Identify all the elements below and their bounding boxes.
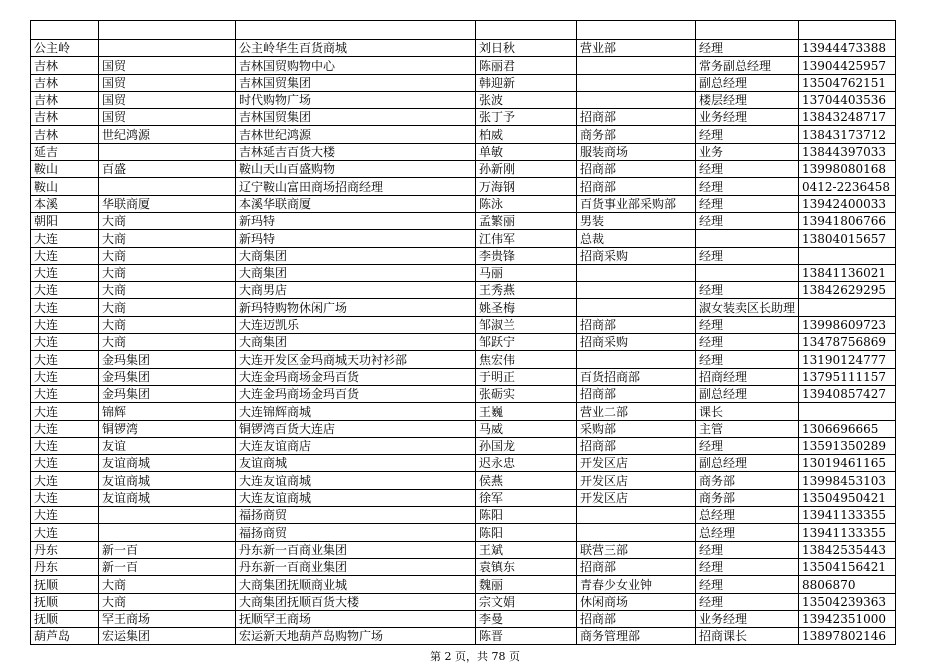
group-cell xyxy=(99,40,236,57)
table-row xyxy=(31,247,896,264)
contact-name-cell: 姚圣梅 xyxy=(476,299,577,316)
group-cell: 大商 xyxy=(99,593,236,610)
title-cell: 淑女装卖区长助理 xyxy=(696,299,799,316)
group-cell: 友谊商城 xyxy=(99,489,236,506)
table-row xyxy=(31,541,896,558)
department-cell: 招商部 xyxy=(577,558,696,575)
store-cell: 大商男店 xyxy=(236,282,476,299)
table-row xyxy=(31,420,896,437)
contact-name-cell: 张波 xyxy=(476,91,577,108)
contact-name-cell: 袁镇东 xyxy=(476,558,577,575)
table-row xyxy=(31,507,896,524)
phone-cell: 13504239363 xyxy=(799,593,896,610)
city-cell: 公主岭 xyxy=(31,40,99,57)
store-cell: 本溪华联商厦 xyxy=(236,195,476,212)
city-cell: 大连 xyxy=(31,247,99,264)
contact-name-cell: 王巍 xyxy=(476,403,577,420)
phone-cell xyxy=(799,247,896,264)
table-row xyxy=(31,57,896,74)
group-cell: 国贸 xyxy=(99,74,236,91)
table-row xyxy=(31,264,896,281)
contact-name-cell: 单敏 xyxy=(476,143,577,160)
city-cell: 大连 xyxy=(31,230,99,247)
city-cell: 大连 xyxy=(31,403,99,420)
department-cell xyxy=(577,507,696,524)
group-cell: 锦辉 xyxy=(99,403,236,420)
phone-cell: 13897802146 xyxy=(799,628,896,645)
store-cell: 大商集团抚顺百货大楼 xyxy=(236,593,476,610)
store-cell: 大连锦辉商城 xyxy=(236,403,476,420)
department-cell xyxy=(577,299,696,316)
store-cell: 大商集团 xyxy=(236,334,476,351)
store-cell: 大商集团抚顺商业城 xyxy=(236,576,476,593)
contact-name-cell: 王秀燕 xyxy=(476,282,577,299)
contact-name-cell: 陈阳 xyxy=(476,507,577,524)
store-cell: 大连友谊商城 xyxy=(236,472,476,489)
title-cell: 经理 xyxy=(696,40,799,57)
department-cell: 招商部 xyxy=(577,316,696,333)
city-cell: 鞍山 xyxy=(31,161,99,178)
table-row xyxy=(31,437,896,454)
city-cell: 抚顺 xyxy=(31,593,99,610)
group-cell: 大商 xyxy=(99,247,236,264)
store-cell: 福扬商贸 xyxy=(236,507,476,524)
title-cell xyxy=(696,264,799,281)
phone-cell: 13941133355 xyxy=(799,507,896,524)
city-cell: 大连 xyxy=(31,368,99,385)
department-cell xyxy=(577,351,696,368)
store-cell: 大连友谊商店 xyxy=(236,437,476,454)
table-row xyxy=(31,282,896,299)
table-row xyxy=(31,472,896,489)
phone-cell: 13795111157 xyxy=(799,368,896,385)
title-cell: 经理 xyxy=(696,351,799,368)
city-cell: 大连 xyxy=(31,507,99,524)
contact-name-cell: 江伟军 xyxy=(476,230,577,247)
department-cell: 开发区店 xyxy=(577,489,696,506)
store-cell: 新玛特 xyxy=(236,230,476,247)
phone-cell: 13841136021 xyxy=(799,264,896,281)
contact-name-cell: 孟繁丽 xyxy=(476,212,577,229)
phone-cell xyxy=(799,299,896,316)
contact-name-cell: 邹淑兰 xyxy=(476,316,577,333)
title-cell: 经理 xyxy=(696,558,799,575)
city-cell: 鞍山 xyxy=(31,178,99,195)
group-cell: 华联商厦 xyxy=(99,195,236,212)
table-row xyxy=(31,351,896,368)
title-cell: 经理 xyxy=(696,334,799,351)
contact-name-cell: 万海钢 xyxy=(476,178,577,195)
title-cell: 主管 xyxy=(696,420,799,437)
store-cell: 大商集团 xyxy=(236,264,476,281)
phone-cell: 13504156421 xyxy=(799,558,896,575)
city-cell: 丹东 xyxy=(31,541,99,558)
store-cell: 丹东新一百商业集团 xyxy=(236,558,476,575)
phone-cell: 13019461165 xyxy=(799,455,896,472)
contact-name-cell: 邹跃宁 xyxy=(476,334,577,351)
contact-name-cell: 陈阳 xyxy=(476,524,577,541)
phone-cell: 13704403536 xyxy=(799,91,896,108)
department-cell xyxy=(577,91,696,108)
city-cell: 大连 xyxy=(31,316,99,333)
city-cell: 延吉 xyxy=(31,143,99,160)
group-cell: 国贸 xyxy=(99,91,236,108)
store-cell: 吉林世纪鸿源 xyxy=(236,126,476,143)
table-row xyxy=(31,368,896,385)
contact-name-cell: 孙新刚 xyxy=(476,161,577,178)
department-cell: 联营三部 xyxy=(577,541,696,558)
contact-name-cell: 张丁予 xyxy=(476,109,577,126)
contact-name-cell: 李贵锋 xyxy=(476,247,577,264)
phone-cell: 13843173712 xyxy=(799,126,896,143)
table-row xyxy=(31,40,896,57)
title-cell: 经理 xyxy=(696,541,799,558)
contact-name-cell: 陈丽君 xyxy=(476,57,577,74)
title-cell: 业务 xyxy=(696,143,799,160)
contact-name-cell: 焦宏伟 xyxy=(476,351,577,368)
title-cell: 招商课长 xyxy=(696,628,799,645)
store-cell: 吉林延吉百货大楼 xyxy=(236,143,476,160)
group-cell: 大商 xyxy=(99,576,236,593)
phone-cell: 13843248717 xyxy=(799,109,896,126)
group-cell xyxy=(99,507,236,524)
title-cell: 总经理 xyxy=(696,507,799,524)
group-cell: 友谊商城 xyxy=(99,455,236,472)
city-cell: 葫芦岛 xyxy=(31,628,99,645)
store-cell: 友谊商城 xyxy=(236,455,476,472)
group-cell: 友谊 xyxy=(99,437,236,454)
department-cell: 百货事业部采购部 xyxy=(577,195,696,212)
department-cell: 开发区店 xyxy=(577,455,696,472)
table-row xyxy=(31,195,896,212)
group-cell: 金玛集团 xyxy=(99,351,236,368)
department-cell xyxy=(577,282,696,299)
title-cell: 商务部 xyxy=(696,472,799,489)
title-cell xyxy=(696,230,799,247)
phone-cell: 13904425957 xyxy=(799,57,896,74)
store-cell: 大连开发区金玛商城天功衬衫部 xyxy=(236,351,476,368)
store-cell: 福扬商贸 xyxy=(236,524,476,541)
city-cell: 大连 xyxy=(31,489,99,506)
group-cell: 世纪鸿源 xyxy=(99,126,236,143)
city-cell: 大连 xyxy=(31,524,99,541)
city-cell: 大连 xyxy=(31,264,99,281)
phone-cell: 13842629295 xyxy=(799,282,896,299)
table-row xyxy=(31,91,896,108)
department-cell: 招商采购 xyxy=(577,334,696,351)
department-cell: 招商部 xyxy=(577,109,696,126)
group-cell: 百盛 xyxy=(99,161,236,178)
store-cell: 吉林国贸集团 xyxy=(236,109,476,126)
group-cell: 国贸 xyxy=(99,57,236,74)
store-cell: 时代购物广场 xyxy=(236,91,476,108)
table-row xyxy=(31,212,896,229)
title-cell: 经理 xyxy=(696,195,799,212)
title-cell: 副总经理 xyxy=(696,385,799,402)
blank-header-row xyxy=(31,21,896,40)
title-cell: 常务副总经理 xyxy=(696,57,799,74)
group-cell: 金玛集团 xyxy=(99,385,236,402)
group-cell xyxy=(99,143,236,160)
store-cell: 新玛特 xyxy=(236,212,476,229)
city-cell: 吉林 xyxy=(31,57,99,74)
city-cell: 大连 xyxy=(31,420,99,437)
phone-cell: 13941806766 xyxy=(799,212,896,229)
title-cell: 经理 xyxy=(696,316,799,333)
city-cell: 本溪 xyxy=(31,195,99,212)
title-cell: 副总经理 xyxy=(696,74,799,91)
phone-cell: 8806870 xyxy=(799,576,896,593)
title-cell: 经理 xyxy=(696,161,799,178)
department-cell: 招商部 xyxy=(577,437,696,454)
contact-name-cell: 迟永忠 xyxy=(476,455,577,472)
group-cell xyxy=(99,178,236,195)
title-cell: 经理 xyxy=(696,576,799,593)
group-cell: 大商 xyxy=(99,299,236,316)
table-row xyxy=(31,230,896,247)
department-cell: 采购部 xyxy=(577,420,696,437)
city-cell: 吉林 xyxy=(31,126,99,143)
store-cell: 抚顺罕王商场 xyxy=(236,610,476,627)
phone-cell: 13941133355 xyxy=(799,524,896,541)
group-cell: 大商 xyxy=(99,264,236,281)
title-cell: 课长 xyxy=(696,403,799,420)
store-cell: 铜锣湾百货大连店 xyxy=(236,420,476,437)
phone-cell: 13804015657 xyxy=(799,230,896,247)
title-cell: 经理 xyxy=(696,282,799,299)
department-cell: 商务部 xyxy=(577,126,696,143)
group-cell: 大商 xyxy=(99,316,236,333)
phone-cell: 13842535443 xyxy=(799,541,896,558)
title-cell: 经理 xyxy=(696,247,799,264)
department-cell: 招商部 xyxy=(577,161,696,178)
store-cell: 大连金玛商场金玛百货 xyxy=(236,368,476,385)
title-cell: 经理 xyxy=(696,178,799,195)
department-cell: 服装商场 xyxy=(577,143,696,160)
table-row xyxy=(31,403,896,420)
phone-cell: 13998080168 xyxy=(799,161,896,178)
table-row xyxy=(31,576,896,593)
table-row xyxy=(31,593,896,610)
city-cell: 大连 xyxy=(31,437,99,454)
department-cell: 招商部 xyxy=(577,610,696,627)
contact-name-cell: 侯燕 xyxy=(476,472,577,489)
page-footer: 第 2 页，共 78 页 xyxy=(430,650,520,663)
group-cell: 友谊商城 xyxy=(99,472,236,489)
table-row xyxy=(31,126,896,143)
contact-name-cell: 于明正 xyxy=(476,368,577,385)
city-cell: 丹东 xyxy=(31,558,99,575)
city-cell: 大连 xyxy=(31,299,99,316)
contact-name-cell: 徐军 xyxy=(476,489,577,506)
phone-cell xyxy=(799,403,896,420)
contact-name-cell: 陈泳 xyxy=(476,195,577,212)
phone-cell: 13998609723 xyxy=(799,316,896,333)
department-cell: 总裁 xyxy=(577,230,696,247)
title-cell: 经理 xyxy=(696,212,799,229)
store-cell: 鞍山天山百盛购物 xyxy=(236,161,476,178)
store-cell: 大连友谊商城 xyxy=(236,489,476,506)
department-cell xyxy=(577,524,696,541)
title-cell: 经理 xyxy=(696,126,799,143)
group-cell: 铜锣湾 xyxy=(99,420,236,437)
contact-name-cell: 马丽 xyxy=(476,264,577,281)
store-cell: 吉林国贸集团 xyxy=(236,74,476,91)
phone-cell: 1306696665 xyxy=(799,420,896,437)
phone-cell: 13942351000 xyxy=(799,610,896,627)
contact-name-cell: 宗文娟 xyxy=(476,593,577,610)
store-cell: 吉林国贸购物中心 xyxy=(236,57,476,74)
contact-name-cell: 韩迎新 xyxy=(476,74,577,91)
title-cell: 商务部 xyxy=(696,489,799,506)
group-cell: 新一百 xyxy=(99,558,236,575)
city-cell: 大连 xyxy=(31,472,99,489)
title-cell: 经理 xyxy=(696,593,799,610)
table-row xyxy=(31,334,896,351)
phone-cell: 13591350289 xyxy=(799,437,896,454)
city-cell: 抚顺 xyxy=(31,610,99,627)
table-row xyxy=(31,299,896,316)
title-cell: 楼层经理 xyxy=(696,91,799,108)
phone-cell: 13504762151 xyxy=(799,74,896,91)
department-cell: 青春少女业钟 xyxy=(577,576,696,593)
city-cell: 吉林 xyxy=(31,74,99,91)
table-row xyxy=(31,316,896,333)
title-cell: 副总经理 xyxy=(696,455,799,472)
department-cell xyxy=(577,264,696,281)
city-cell: 抚顺 xyxy=(31,576,99,593)
group-cell: 大商 xyxy=(99,230,236,247)
phone-cell: 13504950421 xyxy=(799,489,896,506)
table-row xyxy=(31,524,896,541)
city-cell: 吉林 xyxy=(31,91,99,108)
contact-name-cell: 柏威 xyxy=(476,126,577,143)
city-cell: 大连 xyxy=(31,351,99,368)
store-cell: 大连金玛商场金玛百货 xyxy=(236,385,476,402)
title-cell: 业务经理 xyxy=(696,610,799,627)
table-row xyxy=(31,455,896,472)
table-row xyxy=(31,161,896,178)
phone-cell: 13998453103 xyxy=(799,472,896,489)
department-cell: 招商部 xyxy=(577,385,696,402)
phone-cell: 0412-2236458 xyxy=(799,178,896,195)
group-cell: 罕王商场 xyxy=(99,610,236,627)
group-cell: 金玛集团 xyxy=(99,368,236,385)
group-cell xyxy=(99,524,236,541)
table-row xyxy=(31,178,896,195)
store-cell: 公主岭华生百货商城 xyxy=(236,40,476,57)
table-row xyxy=(31,143,896,160)
city-cell: 吉林 xyxy=(31,109,99,126)
contact-name-cell: 陈晋 xyxy=(476,628,577,645)
table-row xyxy=(31,628,896,645)
phone-cell: 13190124777 xyxy=(799,351,896,368)
phone-cell: 13940857427 xyxy=(799,385,896,402)
contact-name-cell: 李曼 xyxy=(476,610,577,627)
phone-cell: 13944473388 xyxy=(799,40,896,57)
group-cell: 新一百 xyxy=(99,541,236,558)
phone-cell: 13478756869 xyxy=(799,334,896,351)
table-row xyxy=(31,385,896,402)
group-cell: 大商 xyxy=(99,282,236,299)
phone-cell: 13942400033 xyxy=(799,195,896,212)
department-cell xyxy=(577,57,696,74)
store-cell: 丹东新一百商业集团 xyxy=(236,541,476,558)
department-cell: 开发区店 xyxy=(577,472,696,489)
department-cell: 营业部 xyxy=(577,40,696,57)
store-cell: 大连迈凯乐 xyxy=(236,316,476,333)
group-cell: 大商 xyxy=(99,212,236,229)
contact-name-cell: 刘日秋 xyxy=(476,40,577,57)
title-cell: 业务经理 xyxy=(696,109,799,126)
department-cell: 商务管理部 xyxy=(577,628,696,645)
group-cell: 宏运集团 xyxy=(99,628,236,645)
table-row xyxy=(31,74,896,91)
store-cell: 辽宁鞍山富田商场招商经理 xyxy=(236,178,476,195)
table-row xyxy=(31,610,896,627)
city-cell: 大连 xyxy=(31,385,99,402)
city-cell: 大连 xyxy=(31,334,99,351)
city-cell: 大连 xyxy=(31,455,99,472)
department-cell: 男装 xyxy=(577,212,696,229)
city-cell: 大连 xyxy=(31,282,99,299)
contact-name-cell: 张砺实 xyxy=(476,385,577,402)
title-cell: 总经理 xyxy=(696,524,799,541)
department-cell: 百货招商部 xyxy=(577,368,696,385)
contact-name-cell: 马威 xyxy=(476,420,577,437)
city-cell: 朝阳 xyxy=(31,212,99,229)
group-cell: 国贸 xyxy=(99,109,236,126)
contact-name-cell: 王斌 xyxy=(476,541,577,558)
department-cell xyxy=(577,74,696,91)
store-cell: 大商集团 xyxy=(236,247,476,264)
table-row xyxy=(31,558,896,575)
department-cell: 营业二部 xyxy=(577,403,696,420)
department-cell: 招商部 xyxy=(577,178,696,195)
contact-name-cell: 魏丽 xyxy=(476,576,577,593)
department-cell: 休闲商场 xyxy=(577,593,696,610)
table-row xyxy=(31,489,896,506)
group-cell: 大商 xyxy=(99,334,236,351)
table-row xyxy=(31,109,896,126)
phone-cell: 13844397033 xyxy=(799,143,896,160)
contact-name-cell: 孙国龙 xyxy=(476,437,577,454)
title-cell: 经理 xyxy=(696,437,799,454)
department-cell: 招商采购 xyxy=(577,247,696,264)
contact-table xyxy=(30,20,896,645)
store-cell: 宏运新天地葫芦岛购物广场 xyxy=(236,628,476,645)
store-cell: 新玛特购物休闲广场 xyxy=(236,299,476,316)
title-cell: 招商经理 xyxy=(696,368,799,385)
